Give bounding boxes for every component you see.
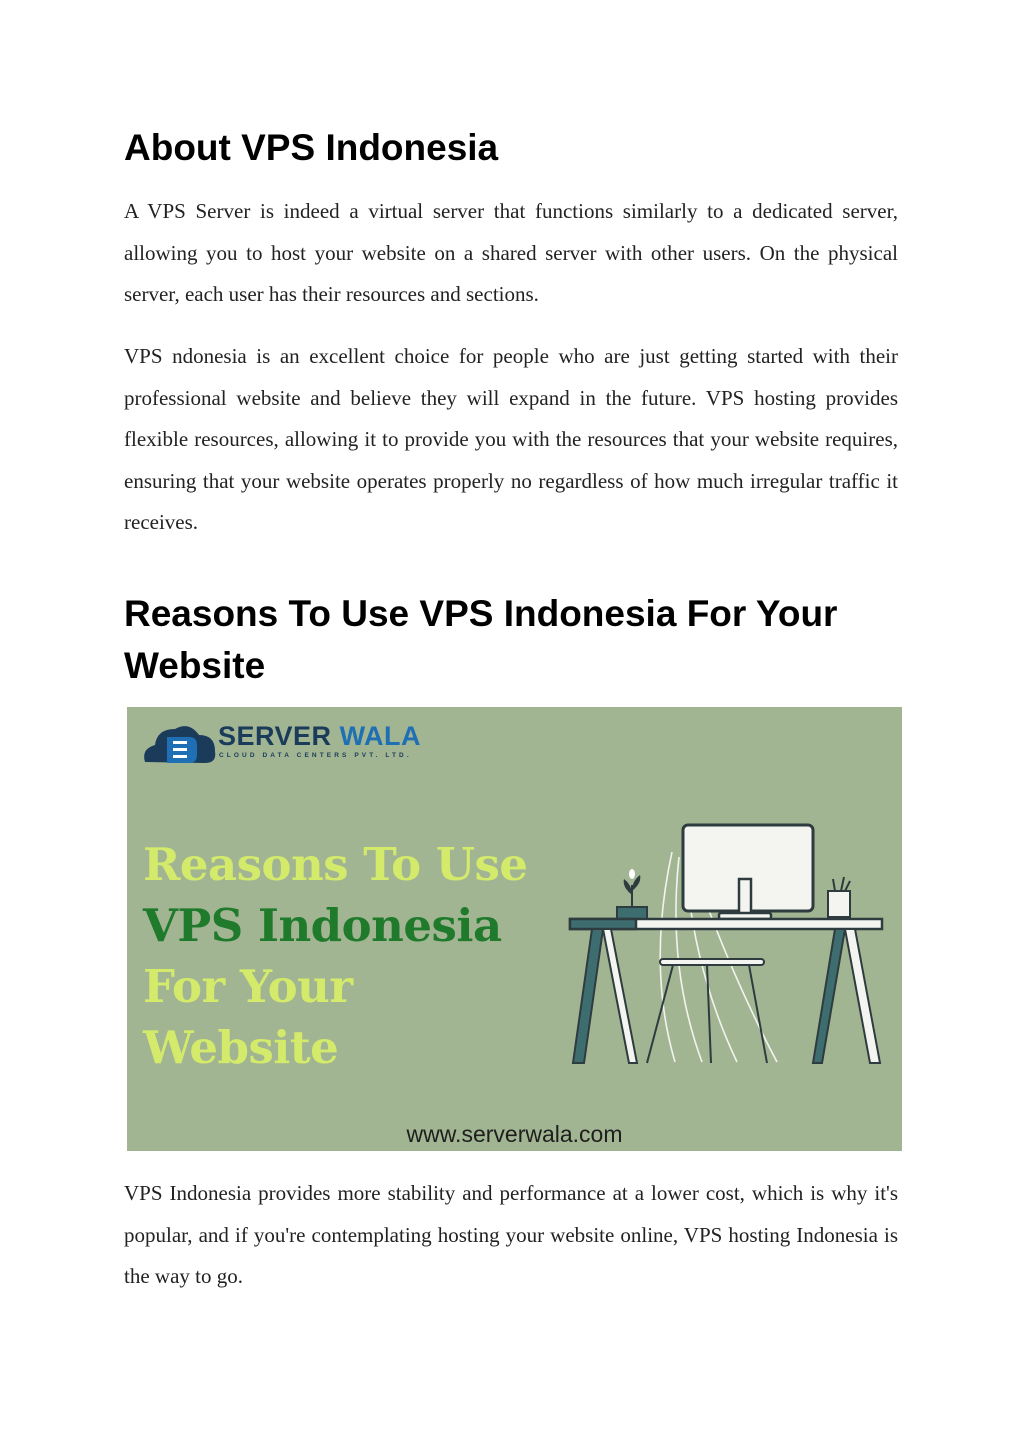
monitor-icon <box>683 825 813 919</box>
serverwala-banner-image <box>127 707 902 1151</box>
logo-word-server: SERVER <box>218 721 332 751</box>
paragraph-vps-definition: A VPS Server is indeed a virtual server that functions similarly to a dedicated server, allowing you to host your website on a shared server with other users. On the physical server, each user has their resources and sections. <box>124 199 898 307</box>
plant-icon <box>617 869 647 919</box>
banner-url: www.serverwala.com <box>406 1121 623 1147</box>
banner-title-line-1: Reasons To Use <box>143 838 528 891</box>
banner-title-line-4: Website <box>143 1021 339 1074</box>
logo-word-wala: WALA <box>339 721 422 751</box>
desk-icon <box>570 919 882 1063</box>
paragraph-vps-stability: VPS Indonesia provides more stability and performance at a lower cost, which is why it's popular, and if you're contemplating hosting your website online, VPS hosting Indonesia is the way to go. <box>124 1181 898 1289</box>
cloud-logo-icon <box>144 726 215 763</box>
banner-title-line-2: VPS Indonesia <box>143 899 502 952</box>
logo-wordmark <box>218 721 421 752</box>
banner-title-line-3: For Your <box>143 960 353 1013</box>
paragraph-vps-choice: VPS ndonesia is an excellent choice for people who are just getting started with their professional website and believe they will expand in the future. VPS hosting provides flexible resources, allowing it to provide you with the resources that your website requires, ensuring that your website operates properly no regardless of how much irregular traffic it receives. <box>124 344 898 535</box>
section-heading-about: About VPS Indonesia <box>124 127 499 168</box>
section-heading-reasons: Reasons To Use VPS Indonesia For Your Website <box>124 593 838 686</box>
logo-tagline: CLOUD DATA CENTERS PVT. LTD. <box>219 752 412 759</box>
pencil-cup-icon <box>828 877 850 917</box>
